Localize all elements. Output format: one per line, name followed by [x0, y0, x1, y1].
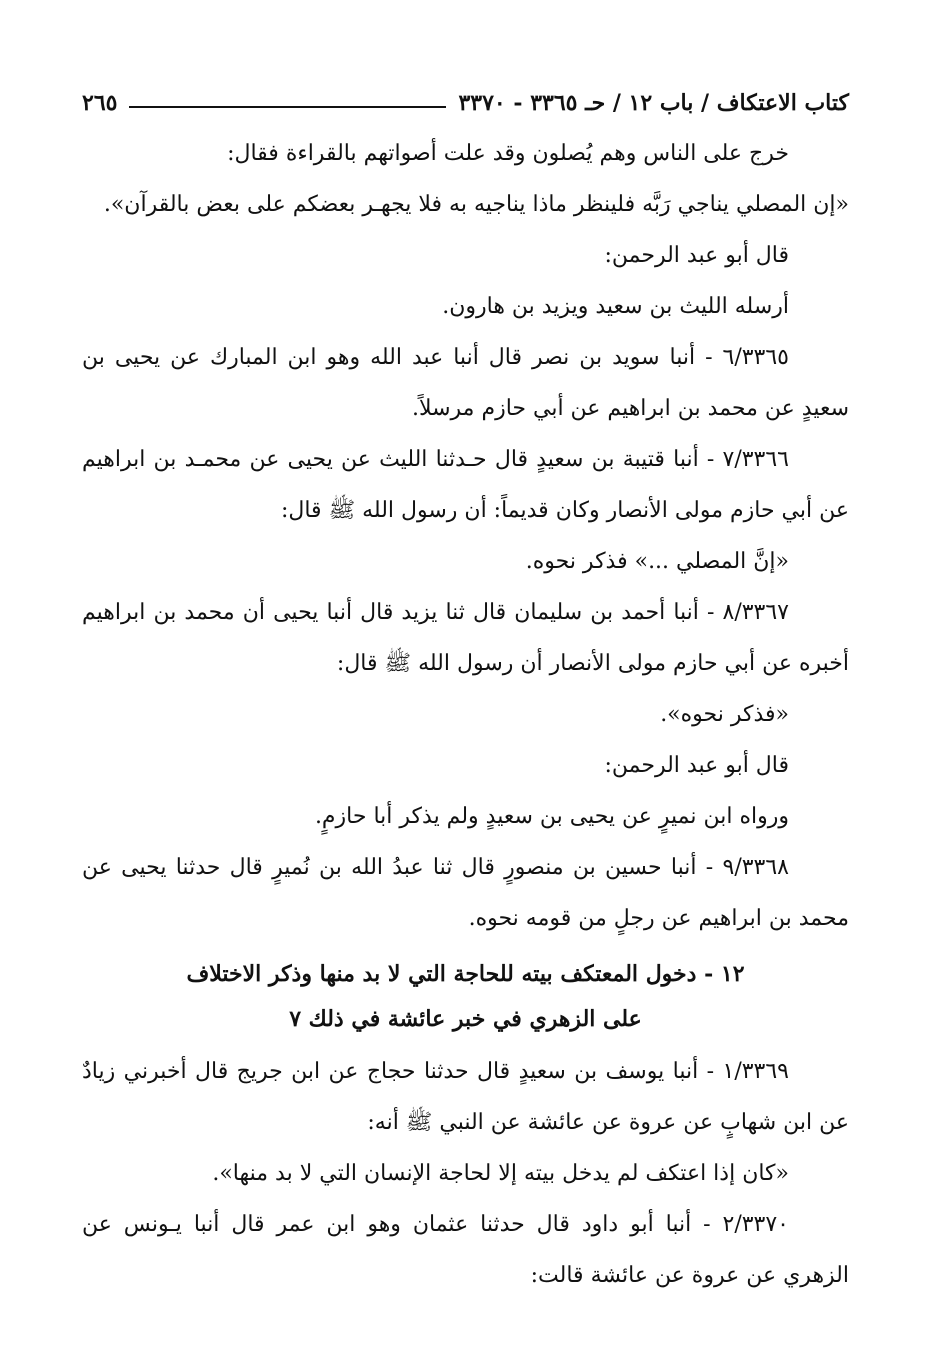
chapter-heading-line-2: على الزهري في خبر عائشة في ذلك ٧	[289, 1006, 642, 1032]
paragraph: قال أبو عبد الرحمن:	[604, 753, 789, 778]
paragraph: «إنَّ المصلي ...» فذكر نحوه.	[525, 549, 789, 574]
hadith-paragraph: ٩/٣٣٦٨ - أنبا حسين بن منصورٍ قال ثنا عبدُ الله بن نُميرٍ قال حدثنا يحيى عن محمد بن ابراهيم عن رجلٍ من قومه نحوه.	[82, 855, 849, 931]
chapter-heading	[82, 952, 849, 1042]
paragraph: خرج على الناس وهم يُصلون وقد علت أصواتهم بالقراءة فقال:	[227, 141, 789, 166]
paragraph: «فذكر نحوه».	[660, 702, 789, 727]
running-head-title: كتاب الاعتكاف / باب ١٢ / حـ ٣٣٦٥ - ٣٣٧٠	[458, 90, 849, 116]
paragraph: ورواه ابن نميرٍ عن يحيى بن سعيدٍ ولم يذكر أبا حازمٍ.	[314, 804, 789, 829]
hadith-paragraph: ٧/٣٣٦٦ - أنبا قتيبة بن سعيدٍ قال حـدثنا الليث عن يحيى عن محمـد بن ابراهيم عن أبي حازم مولى الأنصار وكان قديماً: أن رسول الله ﷺ قال:	[82, 447, 849, 523]
chapter-heading-line-1: ١٢ - دخول المعتكف بيته للحاجة التي لا بد منها وذكر الاختلاف	[186, 961, 745, 987]
running-head-rule	[129, 106, 446, 108]
hadith-paragraph: ٦/٣٣٦٥ - أنبا سويد بن نصر قال أنبا عبد الله وهو ابن المبارك عن يحيى بن سعيدٍ عن محمد بن ابراهيم عن أبي حازم مرسلاً.	[82, 345, 849, 421]
main-text	[82, 128, 849, 1301]
running-head	[82, 80, 849, 116]
paragraph: أرسله الليث بن سعيد ويزيد بن هارون.	[442, 294, 789, 319]
hadith-paragraph: ٨/٣٣٦٧ - أنبا أحمد بن سليمان قال ثنا يزيد قال أنبا يحيى أن محمد بن ابراهيم أخبره عن أبي حازم مولى الأنصار أن رسول الله ﷺ قال:	[82, 600, 849, 676]
paragraph: «كان إذا اعتكف لم يدخل بيته إلا لحاجة الإنسان التي لا بد منها».	[212, 1161, 789, 1186]
page-number: ٢٦٥	[82, 90, 118, 116]
hadith-paragraph: ١/٣٣٦٩ - أنبا يوسف بن سعيدٍ قال حدثنا حجاج عن ابن جريج قال أخبرني زيادٌ عن ابن شهابٍ عن عروة عن عائشة عن النبي ﷺ أنه:	[82, 1059, 849, 1135]
paragraph: قال أبو عبد الرحمن:	[604, 243, 789, 268]
hadith-paragraph: ٢/٣٣٧٠ - أنبا أبو داود قال حدثنا عثمان وهو ابن عمر قال أنبا يـونس عن الزهري عن عروة عن عائشة قالت:	[82, 1212, 849, 1288]
paragraph: «إن المصلي يناجي رَبَّه فلينظر ماذا يناجيه به فلا يجهـر بعضكم على بعض بالقرآن».	[103, 192, 849, 217]
